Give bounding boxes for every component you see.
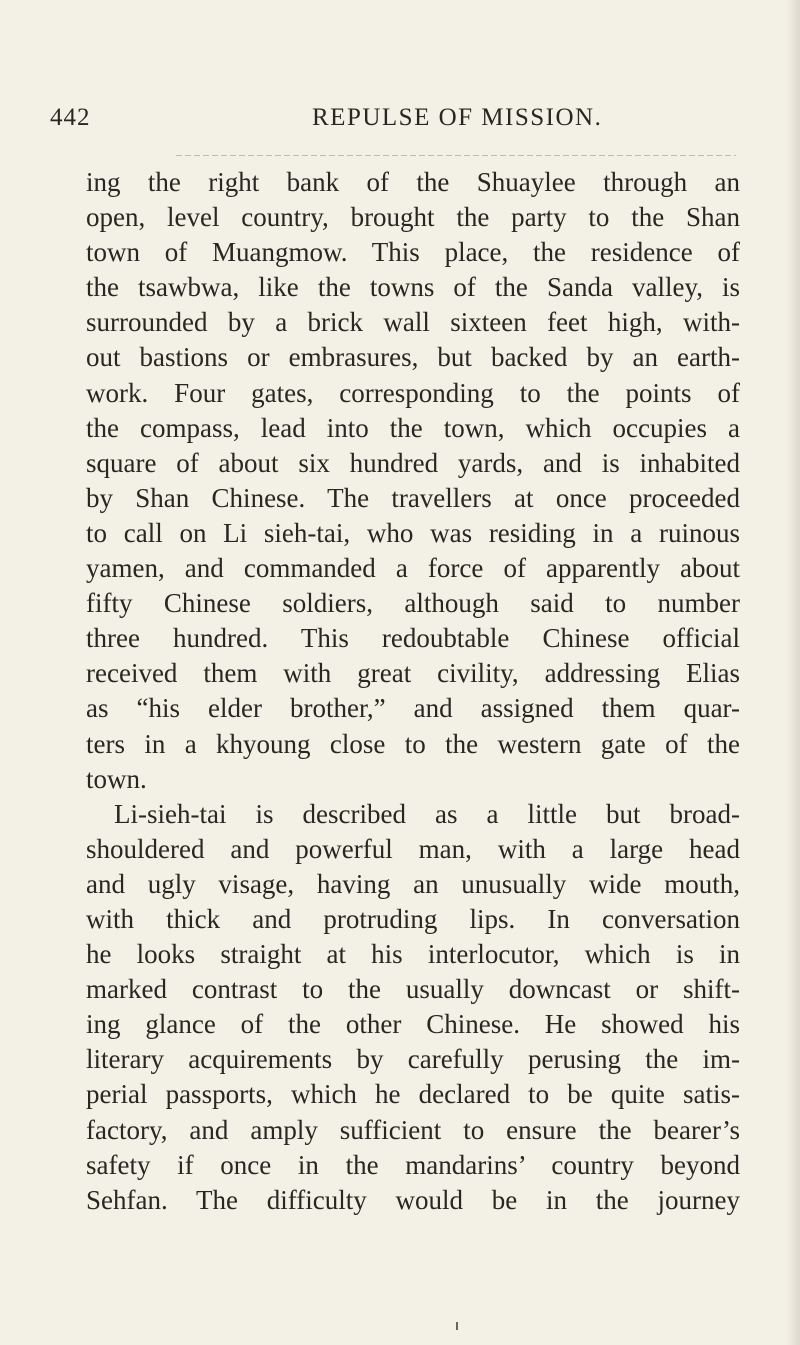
- body-text: [86, 165, 740, 1218]
- text-line: received them with great civility, addressing Elias: [86, 658, 740, 689]
- text-line: square of about six hundred yards, and is inhabited: [86, 447, 740, 478]
- text-line: to call on Li sieh-tai, who was residing in a ruinous: [86, 517, 740, 548]
- text-line: open, level country, brought the party to the Shan: [86, 202, 740, 233]
- text-line: three hundred. This redoubtable Chinese official: [86, 623, 740, 654]
- text-line: by Shan Chinese. The travellers at once proceeded: [86, 482, 740, 513]
- text-line: work. Four gates, corresponding to the points of: [86, 377, 740, 408]
- text-line: and ugly visage, having an unusually wide mouth,: [86, 868, 740, 899]
- page-header: [50, 104, 790, 144]
- text-line: Sehfan. The difficulty would be in the journey: [86, 1184, 740, 1215]
- running-head: REPULSE OF MISSION.: [312, 104, 603, 131]
- text-line: fifty Chinese soldiers, although said to number: [86, 588, 740, 619]
- page-number: 442: [50, 104, 91, 131]
- text-line: as “his elder brother,” and assigned them quar-: [86, 693, 740, 724]
- header-rule: [176, 155, 736, 156]
- text-line: literary acquirements by carefully perusing the im-: [86, 1044, 740, 1075]
- text-line: yamen, and commanded a force of apparently about: [86, 553, 740, 584]
- text-line: ing the right bank of the Shuaylee through an: [86, 167, 740, 197]
- text-line: surrounded by a brick wall sixteen feet high, with-: [86, 307, 740, 338]
- text-line: town.: [86, 763, 147, 794]
- print-mark: [456, 1322, 458, 1330]
- text-line: perial passports, which he declared to be quite satis-: [86, 1079, 740, 1110]
- text-line: ing glance of the other Chinese. He showed his: [86, 1009, 740, 1040]
- text-line: ters in a khyoung close to the western gate of the: [86, 728, 740, 759]
- text-line: town of Muangmow. This place, the residence of: [86, 237, 740, 268]
- text-line: the compass, lead into the town, which occupies a: [86, 412, 740, 443]
- page-edge-shadow: [786, 0, 800, 1345]
- text-line: the tsawbwa, like the towns of the Sanda valley, is: [86, 272, 740, 303]
- text-line: Li-sieh-tai is described as a little but broad-: [114, 798, 740, 829]
- text-line: he looks straight at his interlocutor, which is in: [86, 939, 740, 970]
- text-line: out bastions or embrasures, but backed by an earth-: [86, 342, 740, 373]
- text-line: shouldered and powerful man, with a large head: [86, 833, 740, 864]
- text-line: factory, and amply sufficient to ensure the bearer’s: [86, 1114, 740, 1145]
- text-line: with thick and protruding lips. In conversation: [86, 903, 740, 934]
- text-line: marked contrast to the usually downcast or shift-: [86, 974, 740, 1005]
- text-line: safety if once in the mandarins’ country beyond: [86, 1149, 740, 1180]
